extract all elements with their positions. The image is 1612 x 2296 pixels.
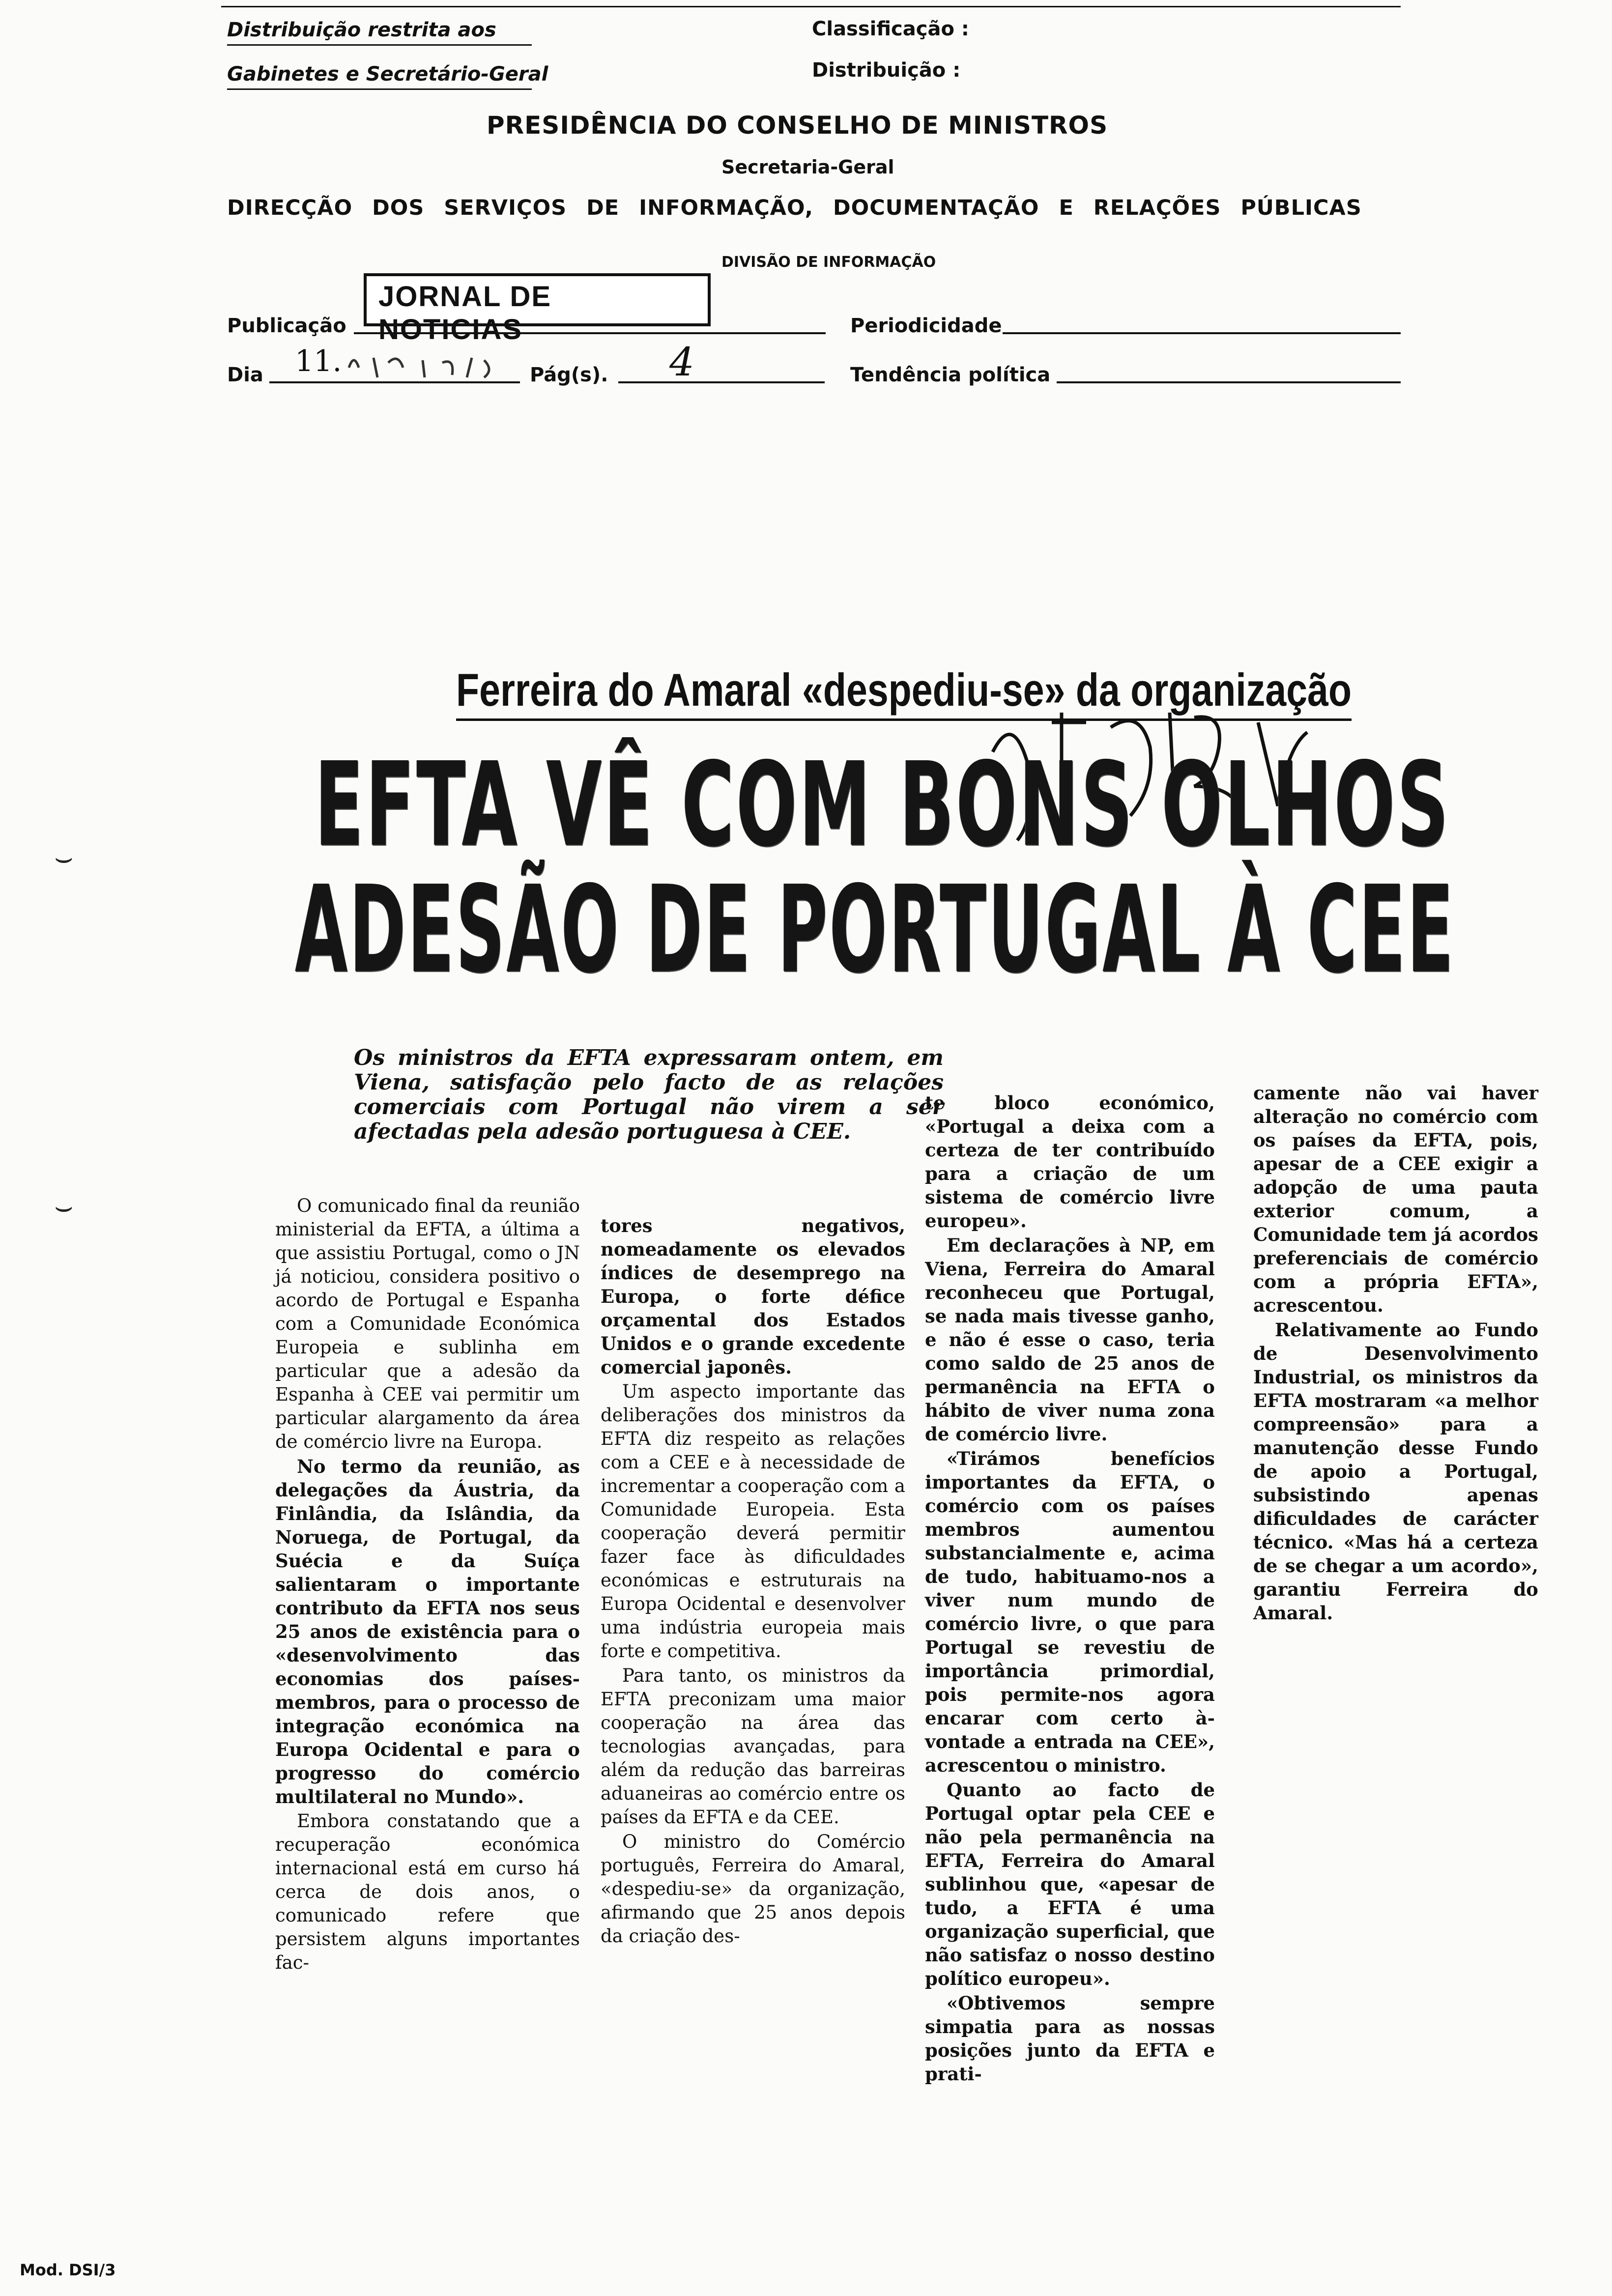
distribution-label: Distribuição :	[812, 59, 961, 82]
day-smudge-icon	[344, 348, 506, 382]
top-rule	[221, 6, 1401, 7]
col3-paragraph-2: Em declarações à NP, em Viena, Ferreira do Amaral reconheceu que Portugal, se nada mais tivesse ganho, e não é esse o caso, teria como saldo de 25 anos de permanência na EFTA o hábito de viver numa zona de comércio livre.	[925, 1234, 1215, 1445]
pages-label: Pág(s).	[530, 364, 608, 386]
directorate-title: DIRECÇÃO DOS SERVIÇOS DE INFORMAÇÃO, DOCUMENTAÇÃO E RELAÇÕES PÚBLICAS	[227, 196, 1362, 220]
headline-line-2: ADESÃO DE PORTUGAL À CEE	[295, 860, 1455, 1000]
col1-paragraph-2: No termo da reunião, as delegações da Áustria, da Finlândia, da Islândia, da Noruega, de Portugal, da Suécia e da Suíça salientaram o importante contributo da EFTA nos seus 25 anos de existência para o «desenvolvimento das economias dos países-membros, para o processo de integração económica na Europa Ocidental e para o progresso do comércio multilateral no Mundo».	[275, 1456, 580, 1808]
periodicity-label: Periodicidade	[850, 315, 1002, 337]
pages-value: 4	[669, 339, 694, 385]
col2-paragraph-4: O ministro do Comércio português, Ferreira do Amaral, «despediu-se» da organização, afirmando que 25 anos depois da criação des-	[601, 1831, 905, 1947]
restricted-underline	[227, 44, 532, 46]
headline-line-1: EFTA VÊ COM BONS OLHOS	[315, 737, 1451, 872]
col2-paragraph-2: Um aspecto importante das deliberações dos ministros da EFTA diz respeito as relações com a CEE e à necessidade de incrementar a cooperação com a Comunidade Europeia. Esta cooperação deverá permitir fazer face às dificuldades económicas e estruturais na Europa Ocidental e desenvolver uma indústria europeia mais forte e competitiva.	[601, 1381, 905, 1662]
col3-paragraph-1: te bloco económico, «Portugal a deixa com a certeza de ter contribuído para a criação de um sistema de comércio livre europeu».	[925, 1092, 1215, 1232]
col4-paragraph-1: camente não vai haver alteração no comércio com os países da EFTA, pois, apesar de a CEE exigir a adopção de uma pauta exterior comum, a Comunidade tem já acordos preferenciais de comércio com a própria EFTA», acrescentou.	[1253, 1082, 1538, 1316]
article-column-3	[925, 1091, 1215, 2087]
col2-paragraph-1: tores negativos, nomeadamente os elevados índices de desemprego na Europa, o forte défice orçamental dos Estados Unidos e o grande excedente comercial japonês.	[601, 1215, 905, 1378]
restricted-distribution-line2: Gabinetes e Secretário-Geral	[227, 63, 548, 86]
publication-label: Publicação	[227, 315, 346, 337]
periodicity-rule	[1003, 332, 1401, 334]
col3-paragraph-5: «Obtivemos sempre simpatia para as nossas posições junto da EFTA e prati-	[925, 1992, 1215, 2085]
article-column-2	[601, 1214, 905, 1949]
restricted-distribution-line1: Distribuição restrita aos	[227, 19, 496, 41]
division-title: DIVISÃO DE INFORMAÇÃO	[721, 254, 936, 271]
day-value: 11.	[295, 344, 342, 378]
col1-paragraph-1: O comunicado final da reunião ministerial da EFTA, a última a que assistiu Portugal, como o JN já noticiou, considera positivo o acordo de Portugal e Espanha com a Comunidade Económica Europeia e sublinha em particular que a adesão da Espanha à CEE vai permitir um particular alargamento da área de comércio livre na Europa.	[275, 1195, 580, 1452]
classification-label: Classificação :	[812, 18, 969, 40]
article-lead: Os ministros da EFTA expressaram ontem, em Viena, satisfação pelo facto de as relações comerciais com Portugal não virem a ser afectadas pela adesão portuguesa à CEE.	[354, 1045, 944, 1144]
secretariat-title: Secretaria-Geral	[721, 156, 894, 178]
restricted-underline-2	[227, 88, 532, 90]
article-kicker: Ferreira do Amaral «despediu-se» da organização	[456, 663, 1352, 721]
col3-paragraph-3: «Tirámos benefícios importantes da EFTA, o comércio com os países membros aumentou substancialmente e, acima de tudo, habituamo-nos a viver num mundo de comércio livre, o que para Portugal se revestiu de importância primordial, pois permite-nos agora encarar com certo à-vontade a entrada na CEE», acrescentou o ministro.	[925, 1448, 1215, 1776]
article-column-1	[275, 1194, 580, 1976]
left-margin-mark-2: ⌣	[54, 1189, 74, 1224]
publication-stamp: JORNAL DE NOTICIAS	[364, 273, 711, 326]
article-column-4	[1253, 1081, 1538, 1626]
left-margin-mark-1: ⌣	[54, 840, 74, 875]
col1-paragraph-3: Embora constatando que a recuperação económica internacional está em curso há cerca de dois anos, o comunicado refere que persistem alguns importantes fac-	[275, 1810, 580, 1973]
presidency-title: PRESIDÊNCIA DO CONSELHO DE MINISTROS	[487, 111, 1108, 140]
col3-paragraph-4: Quanto ao facto de Portugal optar pela CEE e não pela permanência na EFTA, Ferreira do Amaral sublinhou que, «apesar de tudo, a EFTA é uma organização superficial, que não satisfaz o nosso destino político europeu».	[925, 1779, 1215, 1989]
day-label: Dia	[227, 364, 263, 386]
col2-paragraph-3: Para tanto, os ministros da EFTA preconizam uma maior cooperação na área das tecnologias avançadas, para além da redução das barreiras aduaneiras ao comércio entre os países da EFTA e da CEE.	[601, 1665, 905, 1828]
col4-paragraph-2: Relativamente ao Fundo de Desenvolvimento Industrial, os ministros da EFTA mostraram «a melhor compreensão» para a manutenção desse Fundo de apoio a Portugal, subsistindo apenas dificuldades de carácter técnico. «Mas há a certeza de se chegar a um acordo», garantiu Ferreira do Amaral.	[1253, 1319, 1538, 1624]
pages-rule	[618, 381, 825, 383]
political-tendency-rule	[1057, 381, 1401, 383]
form-model-code: Mod. DSI/3	[20, 2261, 116, 2279]
political-tendency-label: Tendência política	[850, 364, 1051, 386]
